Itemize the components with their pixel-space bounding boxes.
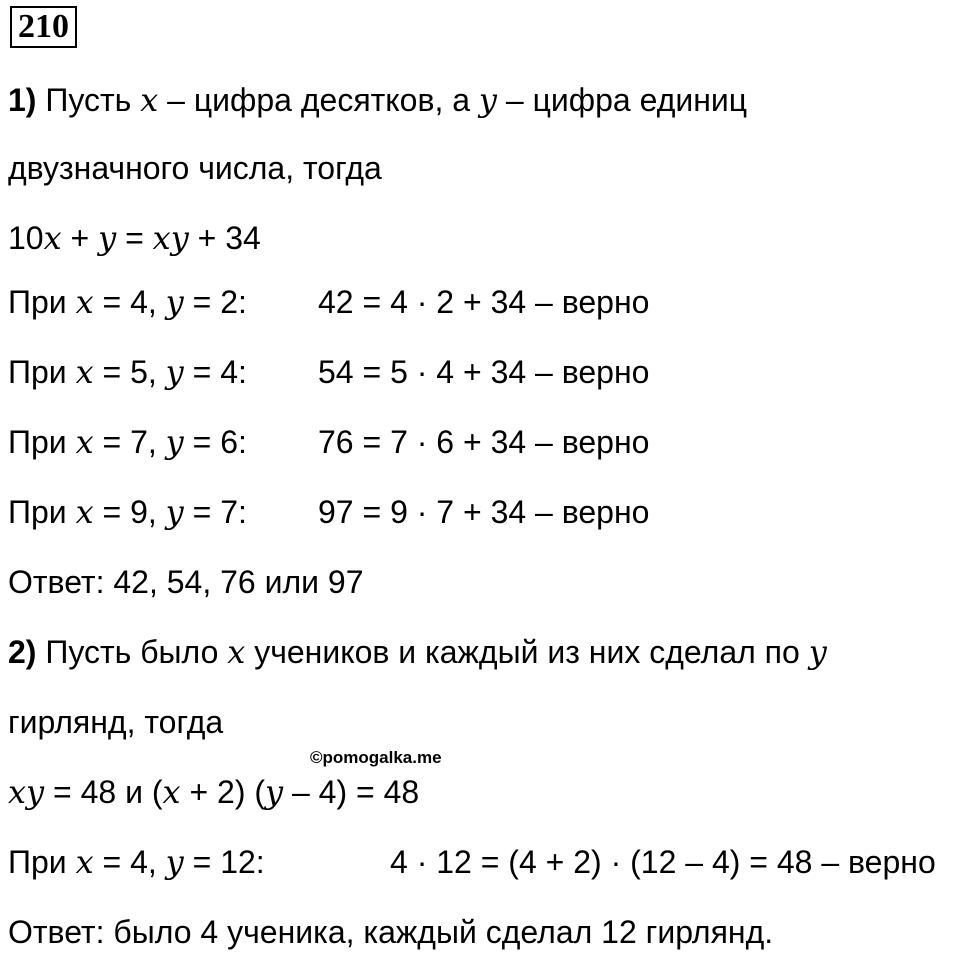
check-row-1 [8,282,650,322]
check-expression: 42 = 4 · 2 + 34 – верно [318,284,650,320]
check-x-value: = 4, [93,284,166,320]
var-y: y [165,353,184,391]
part1-line2: двузначного числа, тогда [8,150,382,186]
check-label: При [8,354,76,390]
part1-intro-b: – цифра десятков, а [158,82,479,118]
eq-part: = [116,220,153,256]
watermark: ©pomogalka.me [310,748,442,767]
check-y-value: = 4: [183,354,247,390]
var-y: y [98,219,117,257]
eq-part: + 34 [188,220,261,256]
var-x: x [140,81,159,119]
check-expression: 97 = 9 · 7 + 34 – верно [318,494,650,530]
part2-intro [8,632,827,672]
check-label: При [8,284,76,320]
var-x: x [227,633,246,671]
check-label: При [8,424,76,460]
var-x: x [75,283,94,321]
part2-intro-b: учеников и каждый из них сделал по [245,634,809,670]
var-xy: xy [8,773,45,811]
check-row-4 [8,492,650,532]
var-y: y [478,81,497,119]
part1-equation [8,218,261,258]
part1-marker: 1) [8,82,37,118]
check-y-value: = 12: [183,844,265,880]
check-x-value: = 4, [93,844,166,880]
check-y-value: = 7: [183,494,247,530]
check-label: При [8,494,76,530]
var-y: y [265,773,284,811]
eq-part: = 48 и ( [44,774,163,810]
part2-equation [8,772,419,812]
check-expression: 76 = 7 · 6 + 34 – верно [318,424,650,460]
check-row-3 [8,422,650,462]
eq-part: + [61,220,99,256]
var-y: y [165,493,184,531]
var-y: y [165,283,184,321]
check-y-value: = 2: [183,284,247,320]
eq-part: – 4) = 48 [283,774,420,810]
part1-answer: Ответ: 42, 54, 76 или 97 [8,564,364,600]
eq-part: 10 [8,220,44,256]
check-row-2 [8,352,650,392]
var-x: x [162,773,181,811]
check-y-value: = 6: [183,424,247,460]
check-x-value: = 7, [93,424,166,460]
part2-line2: гирлянд, тогда [8,704,224,740]
var-y: y [808,633,827,671]
task-number: 210 [10,6,77,48]
part2-check-row [8,842,936,882]
check-expression: 4 · 12 = (4 + 2) · (12 – 4) = 48 – верно [390,844,936,880]
check-expression: 54 = 5 · 4 + 34 – верно [318,354,650,390]
part2-marker: 2) [8,634,37,670]
var-xy: xy [152,219,189,257]
var-x: x [75,423,94,461]
part1-intro-c: – цифра единиц [497,82,748,118]
var-y: y [165,843,184,881]
var-x: x [43,219,62,257]
check-label: При [8,844,76,880]
part2-intro-a: Пусть было [36,634,228,670]
check-x-value: = 9, [93,494,166,530]
var-x: x [75,493,94,531]
var-x: x [75,843,94,881]
part1-intro [8,80,747,120]
check-x-value: = 5, [93,354,166,390]
eq-part: + 2) ( [180,774,266,810]
part1-intro-a: Пусть [36,82,141,118]
part2-answer: Ответ: было 4 ученика, каждый сделал 12 гирлянд. [8,914,774,950]
var-y: y [165,423,184,461]
var-x: x [75,353,94,391]
